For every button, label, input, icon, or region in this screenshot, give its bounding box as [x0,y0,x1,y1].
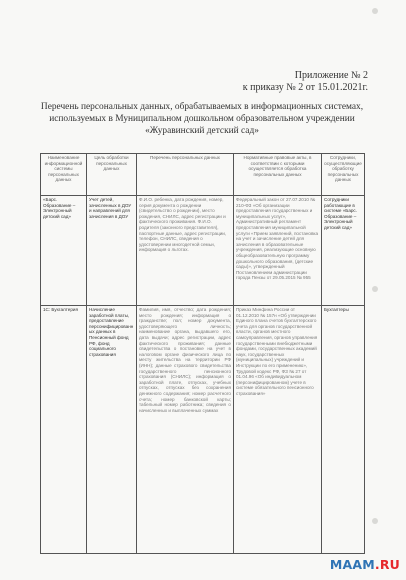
table-cell: Приказ Минфина России от 01.12.2010 № 157н «Об утверждении Единого плана счетов бухгалтерского учета для органов государственной власти, органов местного самоуправления, органов управления государственными внебюджетными фондами, государственных академий наук, государственных (муниципальных) учреждений и Инструкции по его применению», Трудовой кодекс РФ, ФЗ № 27 от 01.04.96 «Об индивидуальном (персонифицированном) учете в системе обязательного пенсионного страхования» [234,306,322,554]
table-cell: Сотрудники работающие в системе «Барс. Образование – Электронный детский сад» [322,196,365,306]
table-cell: Учет детей, зачисленных в ДОУ и направлений для зачисления в ДОУ [87,196,137,306]
table-row [41,196,365,306]
table-cell: Ф.И.О. ребенка, дата рождения, номер, серия документа о рождении (свидетельство о рождении), место рождения, СНИЛС, адрес регистрации и фактического проживания. Ф.И.О. родителя (законного представителя), паспортные данные, адрес регистрации, телефон, СНИЛС, сведения о удостоверении многодетной семьи, информация о льготах. [137,196,234,306]
maam-watermark [330,556,400,572]
punch-hole [372,286,378,292]
table-cell: «Барс. Образование – Электронный детский сад» [41,196,87,306]
table-cell: Федеральный закон от 27.07.2010 № 210-ФЗ «Об организации предоставления государственных и муниципальных услуг», Административный регламент предоставления муниципальной услуги «Прием заявлений, постановка на учет и зачисление детей для зачисления в образовательные учреждения, реализующие основную общеобразовательную программу дошкольного образования, (детские сады)», утвержденный Постановлением администрации города Пензы от 29.05.2015 № 955 [234,196,322,306]
maam-logo [330,557,400,572]
table-header-row [41,154,365,196]
column-header: Цель обработки персональных данных [87,154,137,196]
table-cell: 1С: Бухгалтерия [41,306,87,554]
table-cell: Начисление заработной платы, предоставление персонифицированных данных в Пенсионный фонд РФ, фонд социального страхования [87,306,137,554]
appendix-order-ref: к приказу № 2 от 15.01.2021г. [242,82,368,93]
column-header: Перечень персональных данных [137,154,234,196]
personal-data-table [40,153,365,554]
maam-brand-text: MAAM [329,556,375,572]
column-header: Нормативные правовые акты, в соответствии с которыми осуществляется обработка персональных данных [234,154,322,196]
table-cell: Бухгалтеры [322,306,365,554]
column-header: Наименование информационной системы персональных данных [41,154,87,196]
document-title: Перечень персональных данных, обрабатываемых в информационных системах, используемых в Муниципальном дошкольном образовательном учреждении «Журавинский детский сад» [40,102,364,136]
table-row [41,306,365,554]
punch-hole [372,8,378,14]
punch-hole [372,518,378,524]
table-cell: Фамилия, имя, отчество; дата рождения; место рождения; информация о гражданстве; пол; номер документа, удостоверяющего личность; наименование органа, выдавшего его, дата выдачи; адрес регистрации, адрес фактического проживания; данные свидетельства о постановке на учет в налоговом органе физического лица по месту жительства на территории РФ (ИНН); данные страхового свидетельства государственного пенсионного страхования (СНИЛС); информация о заработной плате, отпусках, учебных отпусках, отпусках без сохранения денежного содержания; номер расчетного счета; номер банковской карты; табельный номер работника; сведения о начисленных и выплаченных суммах [137,306,234,554]
maam-brand-suffix: .RU [374,556,400,572]
column-header: Сотрудники, осуществляющие обработку персональных данных [322,154,365,196]
appendix-note [243,70,368,94]
appendix-number: Приложение № 2 [294,70,368,81]
